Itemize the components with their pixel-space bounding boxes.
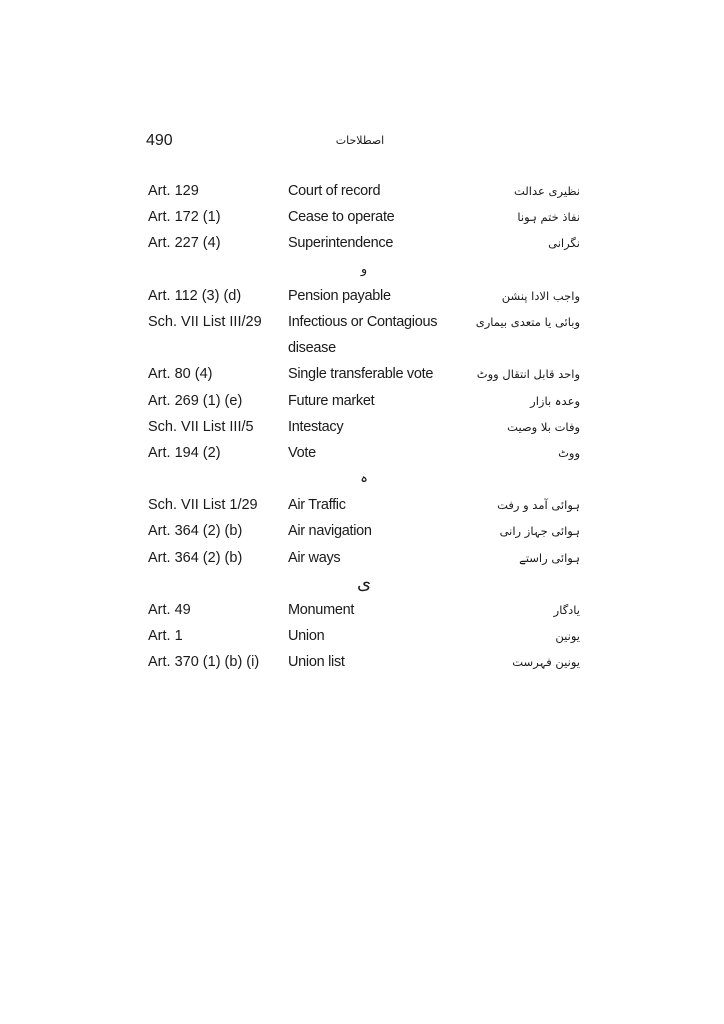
english-term: Superintendence: [288, 235, 394, 252]
glossary-row: [148, 361, 580, 387]
article-reference: Art. 194 (2): [148, 444, 221, 461]
urdu-term: یادگار: [553, 603, 580, 618]
english-term: Future market: [288, 392, 375, 409]
urdu-term: ہوائی جہاز رانی: [499, 524, 580, 539]
glossary-row: [148, 649, 580, 675]
english-term: Single transferable vote: [288, 366, 434, 383]
glossary-row: [148, 492, 580, 518]
urdu-term: ہوائی راستے: [519, 550, 580, 565]
page-number: 490: [146, 132, 173, 149]
urdu-term: نگرانی: [548, 236, 580, 251]
article-reference: Art. 112 (3) (d): [148, 287, 242, 304]
urdu-term: واجب الادا پنشن: [501, 288, 580, 303]
article-reference: Sch. VII List III/5: [148, 418, 254, 435]
english-term: Pension payable: [288, 287, 391, 304]
urdu-term: ہوائی آمد و رفت: [497, 498, 580, 513]
glossary-row: [148, 623, 580, 649]
running-head: اصطلاحات: [335, 134, 385, 147]
glossary-table: [148, 178, 580, 676]
urdu-term: یونین: [555, 629, 580, 644]
glossary-row: [148, 204, 580, 230]
english-term: Union list: [288, 654, 345, 671]
english-term: Air navigation: [288, 523, 372, 540]
urdu-term: وفات بلا وصیت: [507, 419, 580, 434]
urdu-term: ووٹ: [558, 445, 580, 460]
glossary-row: [148, 178, 580, 204]
english-term: Vote: [288, 444, 316, 461]
urdu-term: وبائی یا متعدی بیماری: [475, 314, 580, 329]
article-reference: Art. 269 (1) (e): [148, 392, 243, 409]
english-term: Union: [288, 628, 325, 645]
glossary-row: [148, 440, 580, 466]
english-term: Infectious or Contagious disease: [288, 313, 438, 357]
urdu-term: نظیری عدالت: [514, 184, 580, 198]
glossary-row: [148, 309, 580, 361]
glossary-row: [148, 283, 580, 309]
glossary-row: [148, 388, 580, 414]
article-reference: Art. 364 (2) (b): [148, 549, 243, 566]
article-reference: Art. 227 (4): [148, 235, 221, 252]
article-reference: Art. 1: [148, 628, 183, 645]
english-term: Air Traffic: [288, 497, 346, 514]
article-reference: Art. 364 (2) (b): [148, 523, 243, 540]
english-term: Intestacy: [288, 418, 344, 435]
glossary-row: [148, 518, 580, 544]
article-reference: Art. 129: [148, 183, 199, 199]
english-term: Monument: [288, 602, 355, 619]
section-letter: [148, 466, 580, 492]
article-reference: Sch. VII List 1/29: [148, 497, 258, 514]
section-letter-text: ہ: [360, 471, 368, 487]
section-letter-text: ی: [356, 572, 372, 594]
article-reference: Art. 370 (1) (b) (i): [148, 654, 260, 671]
article-reference: Art. 172 (1): [148, 209, 221, 226]
glossary-row: [148, 414, 580, 440]
article-reference: Art. 80 (4): [148, 366, 213, 383]
article-reference: Sch. VII List III/29: [148, 313, 262, 330]
article-reference: Art. 49: [148, 602, 191, 619]
english-term: Cease to operate: [288, 209, 395, 226]
glossary-row: [148, 597, 580, 623]
urdu-term: واحد قابل انتقال ووٹ: [476, 367, 580, 382]
section-letter: [148, 257, 580, 283]
glossary-row: [148, 230, 580, 256]
section-letter: [148, 571, 580, 597]
urdu-term: نفاذ ختم ہونا: [517, 210, 580, 225]
urdu-term: یونین فہرست: [512, 655, 580, 670]
english-term: Air ways: [288, 549, 341, 566]
urdu-term: وعدہ بازار: [530, 393, 580, 408]
english-term: Court of record: [288, 183, 381, 199]
glossary-row: [148, 545, 580, 571]
section-letter-text: و: [360, 261, 368, 277]
